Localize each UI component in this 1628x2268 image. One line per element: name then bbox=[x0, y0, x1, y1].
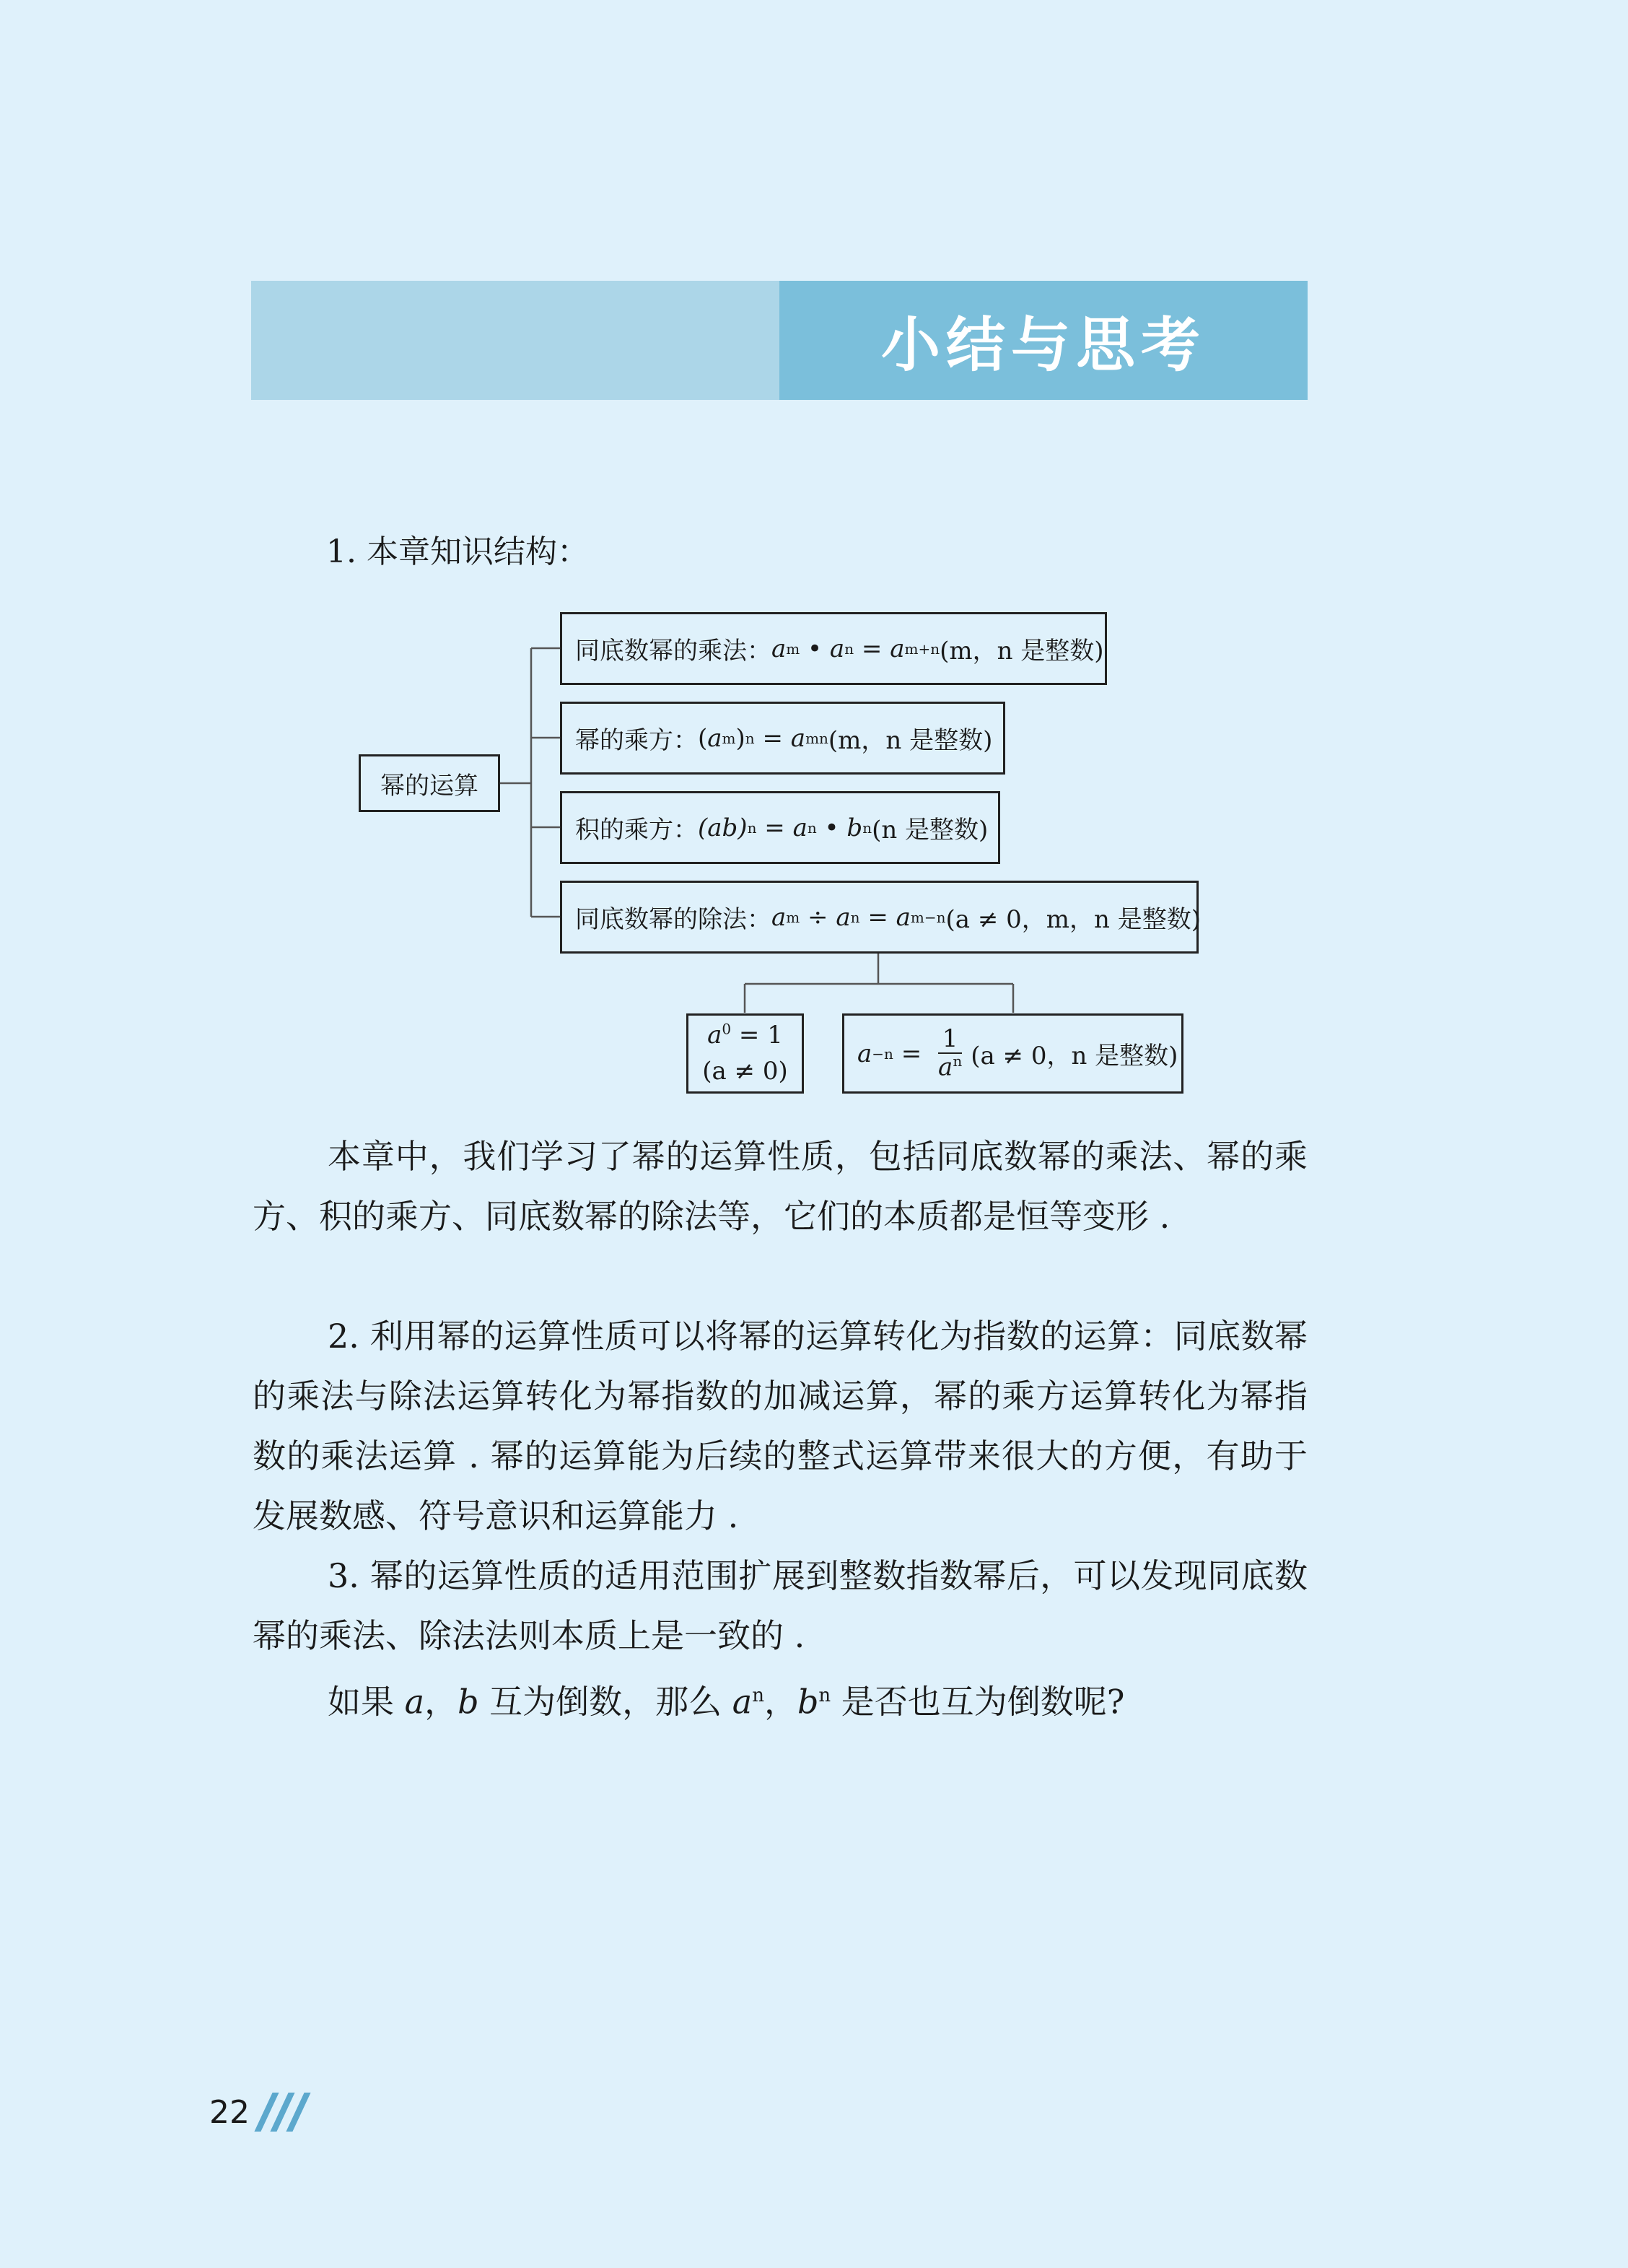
root-node-power-operations bbox=[359, 754, 500, 812]
question-t2: ， bbox=[424, 1682, 458, 1722]
question-paragraph bbox=[253, 1666, 1308, 1732]
rule1-label: 同底数幂的乘法： bbox=[575, 637, 771, 666]
rule1-dot: • bbox=[800, 634, 830, 663]
rule-node-power-of-product bbox=[560, 791, 1000, 864]
rule3-base-b: b bbox=[846, 813, 863, 842]
neg-exp: −n bbox=[872, 1044, 893, 1063]
rule4-condition: (a ≠ 0，m，n 是整数) bbox=[945, 905, 1202, 934]
point-2-paragraph bbox=[253, 1307, 1308, 1546]
banner-left-band bbox=[251, 281, 779, 400]
rule3-equals: = bbox=[756, 813, 793, 842]
question-exp-n1: n bbox=[752, 1685, 764, 1706]
neg-condition: (a ≠ 0，n 是整数) bbox=[971, 1042, 1178, 1070]
point-3-text: 3. 幂的运算性质的适用范围扩展到整数指数幂后，可以发现同底数幂的乘法、除法法则本质上是一致的 . bbox=[253, 1556, 1308, 1655]
rule1-equals: = bbox=[854, 634, 890, 663]
rule1-exp-sum: m+n bbox=[904, 640, 940, 658]
rule4-label: 同底数幂的除法： bbox=[575, 905, 771, 934]
rule4-base-a2: a bbox=[836, 902, 851, 932]
question-exp-n2: n bbox=[818, 1685, 831, 1706]
rule1-exp-m: m bbox=[786, 640, 800, 658]
rule4-divide: ÷ bbox=[800, 902, 836, 932]
rule-node-power-of-power bbox=[560, 702, 1005, 775]
rule1-base-a2: a bbox=[829, 634, 845, 663]
question-t5: 是否也互为倒数呢? bbox=[831, 1682, 1125, 1722]
neg-den-exp: n bbox=[953, 1052, 963, 1070]
rule2-close-paren: ) bbox=[735, 723, 745, 753]
rule4-exp-diff: m−n bbox=[910, 908, 946, 926]
zero-base-a: a bbox=[707, 1021, 722, 1050]
section-1-heading: 1. 本章知识结构： bbox=[326, 533, 589, 570]
zero-equals-one: = 1 bbox=[731, 1021, 783, 1050]
neg-fraction bbox=[934, 1026, 966, 1081]
rule2-base-a: a bbox=[707, 723, 722, 753]
rule2-exp-mn: mn bbox=[805, 729, 828, 747]
rule3-exp-n2: n bbox=[807, 819, 817, 837]
rule3-exp-n: n bbox=[747, 819, 757, 837]
negative-exponent-node bbox=[842, 1013, 1183, 1094]
chapter-banner bbox=[251, 281, 1308, 400]
point-3-paragraph bbox=[253, 1546, 1308, 1666]
root-node-label: 幂的运算 bbox=[380, 771, 478, 801]
neg-equals: = bbox=[893, 1039, 930, 1068]
rule3-base-a: a bbox=[792, 813, 808, 842]
rule2-exp-m: m bbox=[722, 729, 736, 747]
question-b-power: b bbox=[797, 1682, 819, 1722]
rule4-base-a: a bbox=[771, 902, 787, 932]
question-a-power: a bbox=[732, 1682, 753, 1722]
neg-base-a: a bbox=[857, 1039, 872, 1068]
rule1-exp-n: n bbox=[844, 640, 854, 658]
rule4-base-a3: a bbox=[896, 902, 911, 932]
rule3-exp-n3: n bbox=[862, 819, 872, 837]
summary-text: 本章中，我们学习了幂的运算性质，包括同底数幂的乘法、幂的乘方、积的乘方、同底数幂的除法等，它们的本质都是恒等变形 . bbox=[253, 1137, 1308, 1236]
question-t1: 如果 bbox=[328, 1682, 405, 1722]
zero-exponent-formula bbox=[707, 1018, 783, 1053]
rule3-label: 积的乘方： bbox=[575, 816, 698, 845]
rule3-base-ab: (ab) bbox=[698, 813, 748, 842]
rule-node-product-same-base bbox=[560, 612, 1107, 685]
rule1-base-a: a bbox=[771, 634, 787, 663]
zero-exponent-node bbox=[686, 1013, 804, 1094]
rule2-base-a2: a bbox=[790, 723, 806, 753]
zero-exp: 0 bbox=[722, 1020, 732, 1038]
summary-paragraph bbox=[253, 1127, 1308, 1247]
rule3-dot: • bbox=[816, 813, 847, 842]
banner-title: 小结与思考 bbox=[880, 311, 1206, 380]
question-t4: ， bbox=[763, 1682, 797, 1722]
rule2-equals: = bbox=[754, 723, 791, 753]
rule2-exp-n: n bbox=[745, 729, 755, 747]
question-t3: 互为倒数，那么 bbox=[478, 1682, 732, 1722]
point-2-text: 2. 利用幂的运算性质可以将幂的运算转化为指数的运算：同底数幂的乘法与除法运算转化为幂指数的加减运算，幂的乘方运算转化为幂指数的乘法运算 . 幂的运算能为后续的整式运算带来很大的方便，有助于发展数感、符号意识和运算能力 . bbox=[253, 1317, 1308, 1535]
decorative-slashes-icon bbox=[254, 2093, 302, 2132]
neg-numerator: 1 bbox=[938, 1026, 963, 1054]
rule3-condition: (n 是整数) bbox=[872, 816, 989, 845]
rule2-label: 幂的乘方： bbox=[575, 726, 698, 755]
page-footer bbox=[209, 2090, 302, 2134]
rule1-condition: (m，n 是整数) bbox=[940, 637, 1104, 666]
question-var-b: b bbox=[458, 1682, 479, 1722]
neg-denominator bbox=[934, 1054, 966, 1081]
rule4-exp-m: m bbox=[786, 908, 800, 926]
rule2-open-paren: ( bbox=[698, 723, 708, 753]
question-var-a: a bbox=[404, 1682, 425, 1722]
rule4-exp-n: n bbox=[850, 908, 860, 926]
rule1-base-a3: a bbox=[890, 634, 905, 663]
neg-den-base: a bbox=[938, 1052, 953, 1082]
page-number: 22 bbox=[209, 2093, 250, 2131]
zero-exponent-condition: (a ≠ 0) bbox=[702, 1056, 788, 1086]
rule2-condition: (m，n 是整数) bbox=[828, 726, 993, 755]
rule-node-quotient-same-base bbox=[560, 881, 1202, 954]
rule4-equals: = bbox=[859, 902, 896, 932]
